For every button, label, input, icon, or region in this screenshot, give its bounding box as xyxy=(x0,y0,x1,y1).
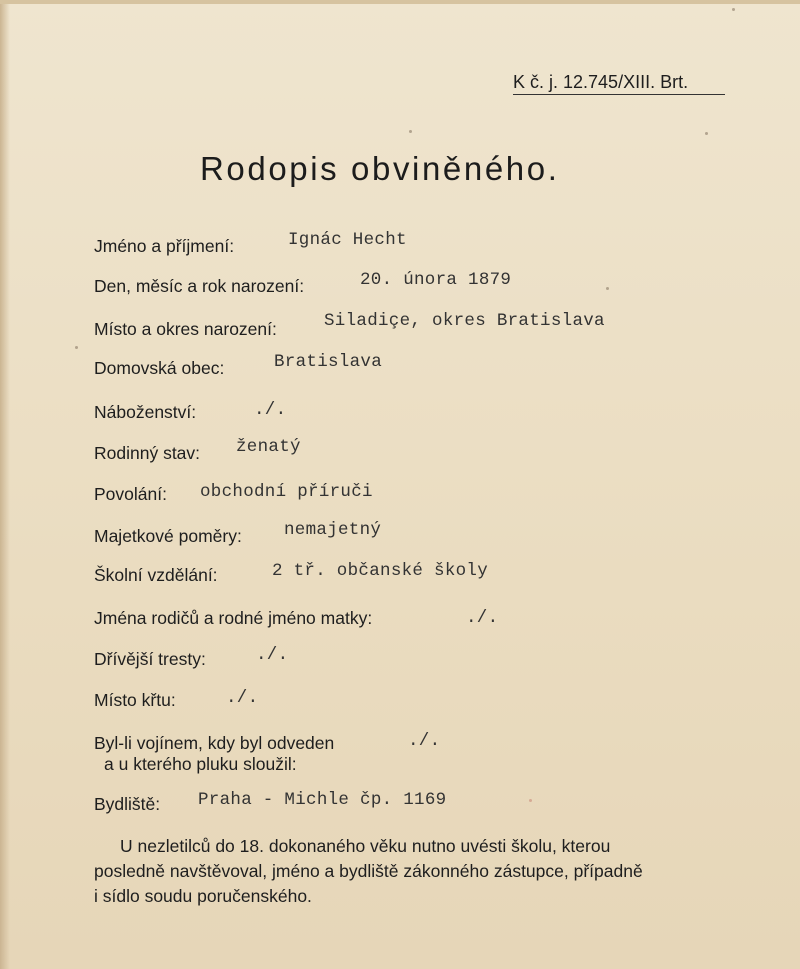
field-value: nemajetný xyxy=(284,520,382,540)
field-row-baptism-place xyxy=(94,684,774,714)
field-label: Rodinný stav: xyxy=(94,443,201,463)
paper-speck xyxy=(529,799,532,802)
paper-speck xyxy=(75,346,78,349)
field-label: Byl-li vojínem, kdy byl odveden xyxy=(94,733,335,753)
field-row-property xyxy=(94,520,774,550)
field-value: ženatý xyxy=(236,437,301,457)
field-row-birth-place xyxy=(94,311,774,341)
paper-speck xyxy=(705,132,708,135)
field-value: 20. února 1879 xyxy=(360,270,512,290)
field-row-military-service xyxy=(94,727,774,781)
field-row-occupation xyxy=(94,478,774,508)
field-value: Siladiçe, okres Bratislava xyxy=(324,311,605,331)
field-label: Místo a okres narození: xyxy=(94,319,277,339)
field-label: Jméno a příjmení: xyxy=(94,236,235,256)
field-value: Praha - Michle čp. 1169 xyxy=(198,790,447,810)
field-label-line2: a u kterého pluku sloužil: xyxy=(104,754,297,774)
document-title: Rodopis obviněného. xyxy=(200,150,560,187)
paper-speck xyxy=(606,287,609,290)
field-value: Ignác Hecht xyxy=(288,230,407,250)
field-row-birth-date xyxy=(94,270,774,300)
field-label: Povolání: xyxy=(94,484,167,504)
field-row-name xyxy=(94,230,774,260)
field-label: Jména rodičů a rodné jméno matky: xyxy=(94,608,373,628)
field-label: Náboženství: xyxy=(94,402,197,422)
field-value: 2 tř. občanské školy xyxy=(272,561,489,581)
field-row-education xyxy=(94,559,774,589)
note-line-1-text: U nezletilců do 18. dokonaného věku nutno uvésti školu, kterou xyxy=(120,836,611,856)
paper-top-edge xyxy=(0,0,800,4)
field-value: ./. xyxy=(254,400,287,420)
note-line-2: posledně navštěvoval, jméno a bydliště zákonného zástupce, případně xyxy=(94,861,643,881)
field-label: Místo křtu: xyxy=(94,690,176,710)
note-line-1 xyxy=(94,834,734,859)
field-value: obchodní příruči xyxy=(200,482,373,502)
field-row-marital-status xyxy=(94,437,774,467)
field-label: Bydliště: xyxy=(94,794,161,814)
paper-speck xyxy=(409,130,412,133)
field-label: Dřívější tresty: xyxy=(94,649,206,669)
field-row-religion xyxy=(94,396,774,426)
field-label: Majetkové poměry: xyxy=(94,526,242,546)
field-value: Bratislava xyxy=(274,352,383,372)
field-label: Domovská obec: xyxy=(94,358,225,378)
note-line-3: i sídlo soudu poručenského. xyxy=(94,886,312,906)
field-value: ./. xyxy=(226,688,259,708)
field-label: Školní vzdělání: xyxy=(94,565,218,585)
minors-note xyxy=(94,834,734,909)
field-row-parents xyxy=(94,602,774,632)
paper-edge-shadow xyxy=(0,0,10,969)
field-value: ./. xyxy=(466,608,499,628)
paper-speck xyxy=(732,8,735,11)
reference-number: K č. j. 12.745/XIII. Brt. xyxy=(513,72,725,95)
field-value: ./. xyxy=(408,731,441,751)
field-row-home-municipality xyxy=(94,352,774,382)
field-row-residence xyxy=(94,788,774,818)
field-value: ./. xyxy=(256,645,289,665)
field-label: Den, měsíc a rok narození: xyxy=(94,276,305,296)
field-row-previous-sentences xyxy=(94,643,774,673)
